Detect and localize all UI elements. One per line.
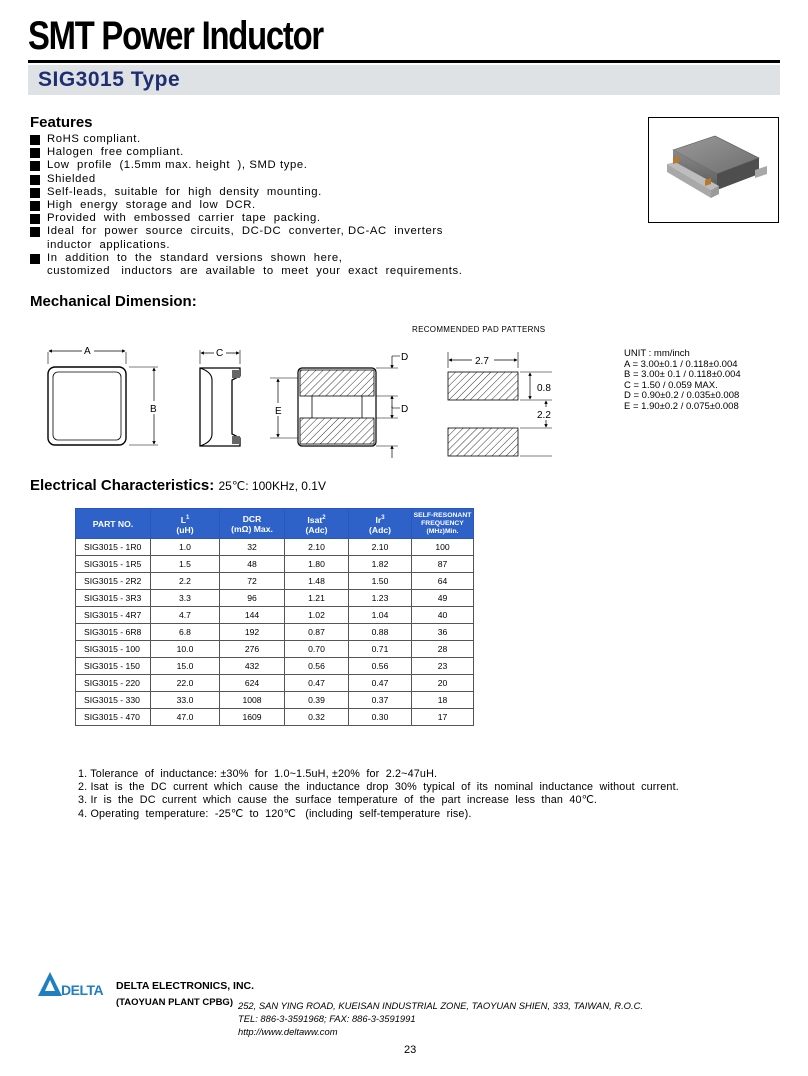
col-dcr-label: DCR <box>242 513 262 524</box>
table-cell: 1.23 <box>349 590 412 607</box>
table-cell: 36 <box>412 624 474 641</box>
dim-label-b: B <box>150 404 157 415</box>
table-cell: 15.0 <box>151 658 220 675</box>
mechanical-heading: Mechanical Dimension: <box>30 293 197 310</box>
table-cell: 33.0 <box>151 692 220 709</box>
table-header-row <box>76 509 474 539</box>
table-cell: 1.0 <box>151 539 220 556</box>
table-cell: SIG3015 - 100 <box>76 641 151 658</box>
table-cell: SIG3015 - 3R3 <box>76 590 151 607</box>
table-cell: 1.5 <box>151 556 220 573</box>
feature-text: High energy storage and low DCR. <box>47 199 256 212</box>
col-ir <box>349 509 412 539</box>
feature-text: customized inductors are available to meet your exact requirements. <box>47 265 463 278</box>
table-cell: 144 <box>220 607 285 624</box>
table-cell: 0.47 <box>285 675 349 692</box>
table-cell: 0.88 <box>349 624 412 641</box>
table-cell: 2.10 <box>285 539 349 556</box>
table-cell: 10.0 <box>151 641 220 658</box>
table-cell: 4.7 <box>151 607 220 624</box>
notes-list <box>78 768 679 821</box>
page-title: SMT Power Inductor <box>28 14 323 58</box>
page-number: 23 <box>404 1044 417 1056</box>
note-item: 4. Operating temperature: -25℃ to 120℃ (including self-temperature rise). <box>78 807 472 820</box>
feature-text: Ideal for power source circuits, DC-DC converter, DC-AC inverters <box>47 225 444 238</box>
electrical-heading <box>30 477 326 494</box>
dim-label-d-bottom: D <box>401 404 409 415</box>
table-cell: 47.0 <box>151 709 220 726</box>
table-cell: 18 <box>412 692 474 709</box>
table-cell: 100 <box>412 539 474 556</box>
col-l-unit: (uH) <box>176 524 194 535</box>
table-cell: 2.2 <box>151 573 220 590</box>
pad-gap-label: 0.8 <box>537 383 551 394</box>
col-ir-label: Ir <box>375 514 382 525</box>
table-cell: 48 <box>220 556 285 573</box>
table-cell: 1.80 <box>285 556 349 573</box>
table-cell: SIG3015 - 470 <box>76 709 151 726</box>
table-cell: 40 <box>412 607 474 624</box>
unit-notes: UNIT : mm/inch A = 3.00±0.1 / 0.118±0.004 B = 3.00± 0.1 / 0.118±0.004 C = 1.50 / 0.059 MAX. D = 0.90±0.2 / 0.035±0.008 E = 1.90±0.2 / 0.075±0.008 <box>624 348 741 412</box>
table-cell: 17 <box>412 709 474 726</box>
feature-text: Provided with embossed carrier tape packing. <box>47 212 321 225</box>
company-name: DELTA ELECTRONICS, INC. <box>116 980 255 992</box>
table-row <box>76 641 474 658</box>
dim-label-e: E <box>275 406 282 417</box>
table-body <box>76 539 474 726</box>
col-isat-sup: 2 <box>322 514 326 521</box>
logo-text: DELTA <box>61 982 104 998</box>
table-cell: SIG3015 - 150 <box>76 658 151 675</box>
table-row <box>76 624 474 641</box>
table-cell: 1.04 <box>349 607 412 624</box>
col-srf <box>412 509 474 539</box>
table-row <box>76 539 474 556</box>
feature-text: RoHS compliant. <box>47 133 141 145</box>
table-cell: 32 <box>220 539 285 556</box>
col-ir-unit: (Adc) <box>369 524 391 535</box>
table-cell: 0.87 <box>285 624 349 641</box>
col-isat-label: Isat <box>307 514 323 525</box>
table-cell: 0.56 <box>349 658 412 675</box>
table-row <box>76 658 474 675</box>
dim-label-d-top: D <box>401 352 409 363</box>
bottom-view <box>270 356 400 458</box>
feature-text: inductor applications. <box>47 238 171 251</box>
table-cell: 0.32 <box>285 709 349 726</box>
delta-triangle-icon <box>36 970 116 998</box>
delta-logo <box>36 970 116 1003</box>
table-row <box>76 590 474 607</box>
col-part-no: PART NO. <box>76 509 151 539</box>
company-address: 252, SAN YING ROAD, KUEISAN INDUSTRIAL ZONE, TAOYUAN SHIEN, 333, TAIWAN, R.O.C. TEL: 886-3-3591968; FAX: 886-3-3591991 http://www.deltaww.com <box>238 1000 643 1037</box>
table-cell: 1.02 <box>285 607 349 624</box>
feature-text: Low profile (1.5mm max. height ), SMD type. <box>47 159 308 172</box>
top-view <box>48 351 158 445</box>
table-cell: 192 <box>220 624 285 641</box>
table-cell: 87 <box>412 556 474 573</box>
feature-text: Self-leads, suitable for high density mounting. <box>47 185 322 198</box>
table-cell: SIG3015 - 2R2 <box>76 573 151 590</box>
electrical-heading-text: Electrical Characteristics: <box>30 477 215 494</box>
col-srf-3: (MHz)Min. <box>426 527 459 535</box>
pad-width-label: 2.7 <box>475 356 489 367</box>
feature-text: Halogen free compliant. <box>47 146 184 159</box>
table-cell: 3.3 <box>151 590 220 607</box>
pad-patterns-title: RECOMMENDED PAD PATTERNS <box>412 325 546 334</box>
table-cell: 2.10 <box>349 539 412 556</box>
col-dcr-unit: (mΩ) Max. <box>231 523 273 534</box>
table-cell: 0.37 <box>349 692 412 709</box>
table-row <box>76 573 474 590</box>
col-isat <box>285 509 349 539</box>
note-item: 3. Ir is the DC current which cause the surface temperature of the part increase less than 40℃. <box>78 794 598 807</box>
pad-height-label: 2.2 <box>537 410 551 421</box>
table-row <box>76 709 474 726</box>
note-item: 2. Isat is the DC current which cause the inductance drop 30% typical of its nominal inductance without current. <box>78 781 679 794</box>
table-cell: 0.30 <box>349 709 412 726</box>
col-srf-2: FREQUENCY <box>421 519 464 527</box>
feature-text: Shielded <box>47 172 96 185</box>
table-row <box>76 692 474 709</box>
col-dcr <box>220 509 285 539</box>
note-item: 1. Tolerance of inductance: ±30% for 1.0~1.5uH, ±20% for 2.2~47uH. <box>78 768 438 780</box>
table-row <box>76 556 474 573</box>
table-cell: 624 <box>220 675 285 692</box>
table-cell: 22.0 <box>151 675 220 692</box>
table-cell: 1008 <box>220 692 285 709</box>
electrical-table <box>75 508 474 726</box>
table-cell: 276 <box>220 641 285 658</box>
col-inductance <box>151 509 220 539</box>
table-row <box>76 675 474 692</box>
table-cell: 64 <box>412 573 474 590</box>
table-cell: SIG3015 - 330 <box>76 692 151 709</box>
table-cell: 1.21 <box>285 590 349 607</box>
col-l-label: L <box>180 514 186 525</box>
table-cell: 23 <box>412 658 474 675</box>
table-cell: 49 <box>412 590 474 607</box>
table-cell: 0.71 <box>349 641 412 658</box>
table-cell: SIG3015 - 220 <box>76 675 151 692</box>
col-isat-unit: (Adc) <box>305 524 328 535</box>
features-heading: Features <box>30 114 93 131</box>
table-cell: 432 <box>220 658 285 675</box>
table-cell: SIG3015 - 4R7 <box>76 607 151 624</box>
table-cell: 28 <box>412 641 474 658</box>
table-cell: SIG3015 - 1R0 <box>76 539 151 556</box>
table-cell: 1.48 <box>285 573 349 590</box>
table-cell: 0.56 <box>285 658 349 675</box>
table-cell: 96 <box>220 590 285 607</box>
table-cell: 0.70 <box>285 641 349 658</box>
table-cell: 6.8 <box>151 624 220 641</box>
table-cell: 0.47 <box>349 675 412 692</box>
col-srf-1: SELF-RESONANT <box>413 511 472 519</box>
table-cell: SIG3015 - 1R5 <box>76 556 151 573</box>
table-row <box>76 607 474 624</box>
table-cell: 20 <box>412 675 474 692</box>
table-cell: SIG3015 - 6R8 <box>76 624 151 641</box>
side-view <box>200 350 240 446</box>
dim-label-a: A <box>84 346 91 357</box>
table-cell: 72 <box>220 573 285 590</box>
dim-label-c: C <box>216 348 224 359</box>
table-cell: 0.39 <box>285 692 349 709</box>
plant-name: (TAOYUAN PLANT CPBG) <box>116 997 233 1008</box>
subtitle: SIG3015 Type <box>38 68 181 91</box>
test-condition: 25℃: 100KHz, 0.1V <box>218 479 326 493</box>
col-ir-sup: 3 <box>381 514 385 521</box>
table-cell: 1.50 <box>349 573 412 590</box>
feature-text: In addition to the standard versions shown here, <box>47 251 343 264</box>
table-cell: 1.82 <box>349 556 412 573</box>
pad-patterns <box>448 352 552 456</box>
col-l-sup: 1 <box>185 514 190 521</box>
table-cell: 1609 <box>220 709 285 726</box>
